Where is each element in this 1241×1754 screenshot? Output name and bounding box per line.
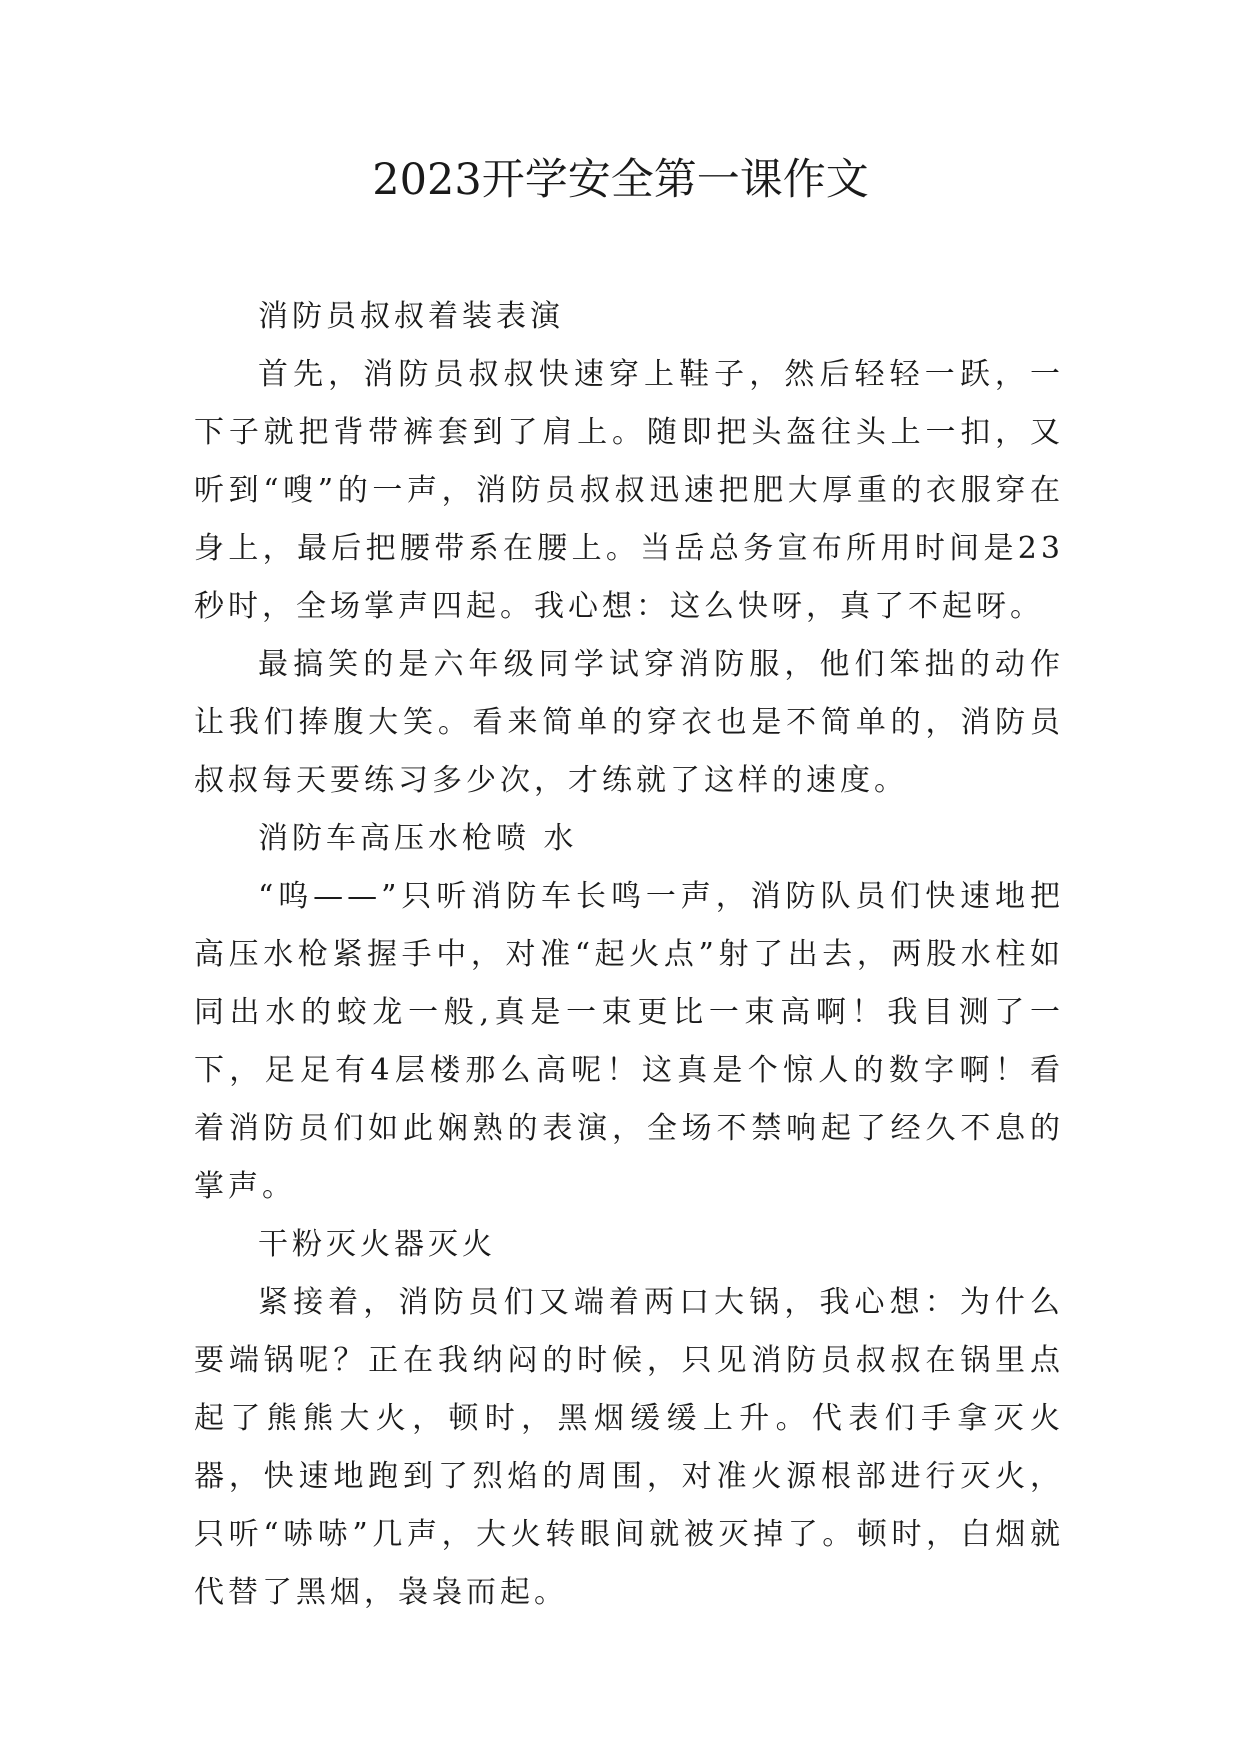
- paragraph-water-cannon: “呜——”只听消防车长鸣一声，消防队员们快速地把高压水枪紧握手中，对准“起火点”射了出去，两股水柱如同出水的蛟龙一般,真是一束更比一束高啊！我目测了一下，足足有4层楼那么高呢！这真是个惊人的数字啊！看着消防员们如此娴熟的表演，全场不禁响起了经久不息的掌声。: [194, 879, 1064, 1204]
- paragraph-extinguisher: 紧接着，消防员们又端着两口大锅，我心想：为什么要端锅呢？正在我纳闷的时候，只见消防员叔叔在锅里点起了熊熊大火，顿时，黑烟缓缓上升。代表们手拿灭火器，快速地跑到了烈焰的周围，对准火源根部进行灭火，只听“哧哧”几声，大火转眼间就被灭掉了。顿时，白烟就代替了黑烟，袅袅而起。: [194, 1285, 1064, 1610]
- document-body: [194, 288, 1064, 1622]
- paragraph-sixth-graders: 最搞笑的是六年级同学试穿消防服，他们笨拙的动作让我们捧腹大笑。看来简单的穿衣也是不简单的，消防员叔叔每天要练习多少次，才练就了这样的速度。: [194, 647, 1064, 798]
- paragraph-dressing-demo: 首先，消防员叔叔快速穿上鞋子，然后轻轻一跃，一下子就把背带裤套到了肩上。随即把头盔往头上一扣，又听到“嗖”的一声，消防员叔叔迅速把肥大厚重的衣服穿在身上，最后把腰带系在腰上。当岳总务宣布所用时间是23秒时，全场掌声四起。我心想：这么快呀，真了不起呀。: [194, 357, 1064, 624]
- document-title: 2023开学安全第一课作文: [372, 155, 869, 205]
- section-heading-firefighter-dressing: 消防员叔叔着装表演: [258, 299, 564, 334]
- section-heading-water-cannon: 消防车高压水枪喷 水: [258, 821, 578, 856]
- section-heading-extinguisher: 干粉灭火器灭火: [258, 1227, 496, 1262]
